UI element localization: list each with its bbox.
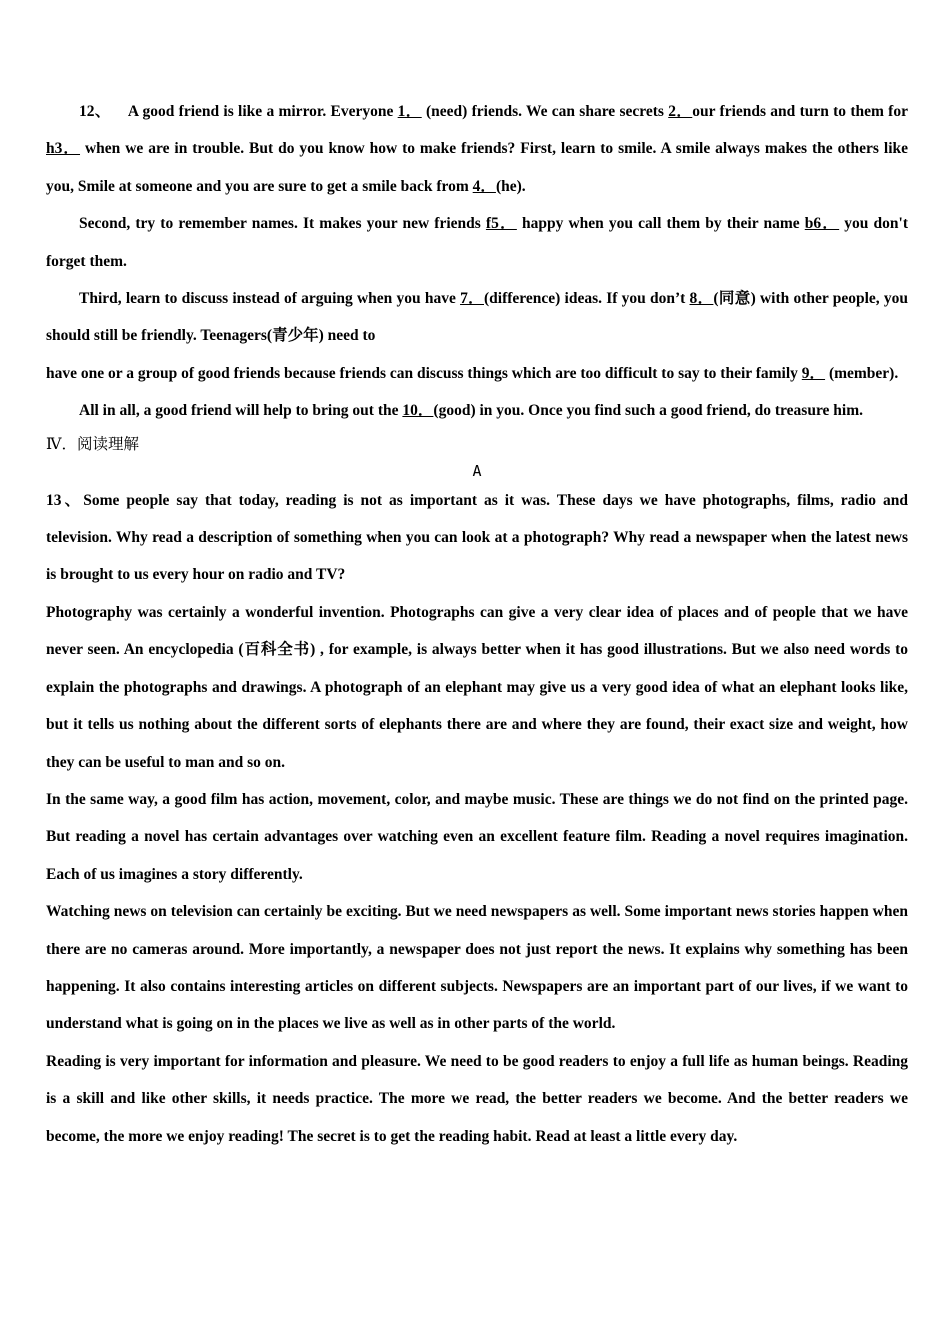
blank-10[interactable]: 10． xyxy=(402,402,434,420)
passage-label: A xyxy=(472,461,482,480)
blank-7[interactable]: 7． xyxy=(460,290,484,308)
blank-4[interactable]: 4． xyxy=(472,177,496,195)
q13-paragraph-1: 13、Some people say that today, reading is not as important as it was. These days we have photographs, films, radio and television. Why read a description of something when you can look at a photograph? Why read a newspaper when the latest news is brought to us every hour on radio and TV? xyxy=(46,491,908,584)
blank-2[interactable]: 2． xyxy=(668,103,693,120)
q13-paragraph-4: Watching news on television can certainly be exciting. But we need newspapers as well. Some important news stories happen when there are no cameras around. More importantly, a newspaper does not just report the news. It explains why something has been happening. It also contains interesting articles on different subjects. Newspapers are an important part of our lives, if we want to understand what is going on in the places we live as well as in other parts of the world. xyxy=(46,903,908,1033)
q12-paragraph-4: have one or a group of good friends because friends can discuss things which are too difficult to say to their family 9． (member). xyxy=(46,364,899,382)
q12-paragraph-1: 12、 A good friend is like a mirror. Everyone 1． (need) friends. We can share secrets 2．our friends and turn to them for h3． when we are in trouble. But do you know how to make friends? First, learn to smile. A smile always makes the others like you, Smile at someone and you are sure to get a smile back from 4．(he). xyxy=(46,103,909,195)
blank-9[interactable]: 9． xyxy=(801,364,826,382)
q13-paragraph-2: Photography was certainly a wonderful invention. Photographs can give a very clear idea of places and of people that we have never seen. An encyclopedia (百科全书) , for example, is always better when it has good illustrations. But we also need words to explain the photographs and drawings. A photograph of an elephant may give us a very good idea of what an elephant looks like, but it tells us nothing about the different sorts of elephants there are and where they are found, their exact size and weight, how they can be useful to man and so on. xyxy=(46,603,908,771)
blank-6[interactable]: b6． xyxy=(804,215,840,233)
document-page xyxy=(46,93,908,1155)
q13-paragraph-3: In the same way, a good film has action, movement, color, and maybe music. These are things we do not find on the printed page. But reading a novel has certain advantages over watching even an excellent feature film. Reading a novel requires imagination. Each of us imagines a story differently. xyxy=(46,790,908,883)
q13-paragraph-5: Reading is very important for information and pleasure. We need to be good readers to enjoy a full life as human beings. Reading is a skill and like other skills, it needs practice. The more we read, the better readers we become. And the better readers we become, the more we enjoy reading! The secret is to get the reading habit. Read at least a little every day. xyxy=(46,1052,908,1145)
q12-paragraph-2: Second, try to remember names. It makes your new friends f5． happy when you call them by their name b6． you don't forget them. xyxy=(46,215,908,270)
section-title: Ⅳ．阅读理解 xyxy=(46,435,139,453)
blank-1[interactable]: 1． xyxy=(397,103,422,120)
blank-8[interactable]: 8． xyxy=(689,290,714,308)
blank-5[interactable]: f5． xyxy=(485,215,517,233)
blank-3[interactable]: h3． xyxy=(46,140,81,158)
q12-paragraph-5: All in all, a good friend will help to bring out the 10．(good) in you. Once you find such a good friend, do treasure him. xyxy=(79,402,864,420)
q12-paragraph-3: Third, learn to discuss instead of arguing when you have 7．(difference) ideas. If you don’t 8．(同意) with other people, you should still be friendly. Teenagers(青少年) need to xyxy=(46,290,908,345)
